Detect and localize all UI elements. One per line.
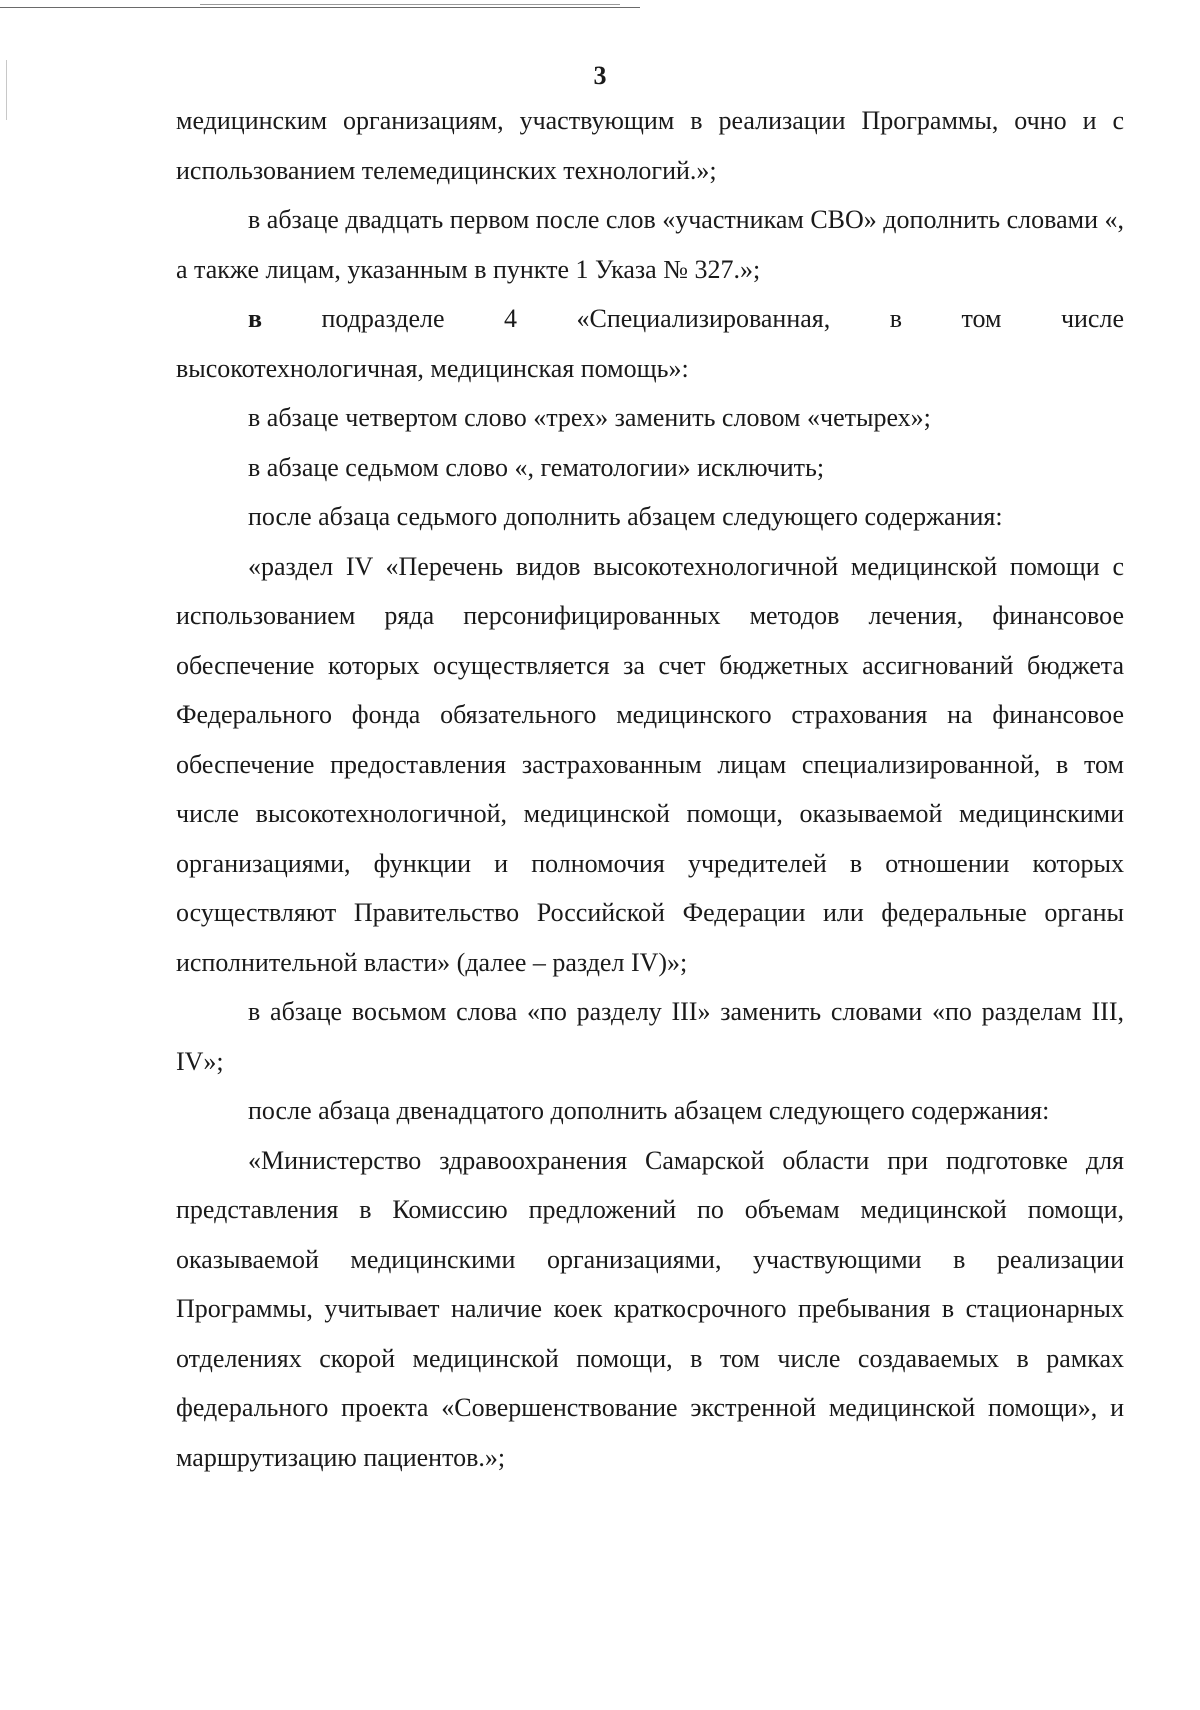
- document-body: [176, 96, 1124, 1482]
- paragraph-3-word: в: [248, 304, 263, 333]
- paragraph-2: в абзаце двадцать первом после слов «участникам СВО» дополнить словами «, а также лицам, указанным в пункте 1 Указа № 327.»;: [176, 205, 1124, 284]
- page-number: 3: [593, 61, 607, 90]
- paragraph-3-word: числе: [1060, 304, 1124, 333]
- paragraph-8: в абзаце восьмом слова «по разделу III» заменить словами «по разделам III, IV»;: [176, 997, 1124, 1076]
- paragraph-3-word: 4: [504, 304, 518, 333]
- paragraph-7: «раздел IV «Перечень видов высокотехнологичной медицинской помощи с использованием ряда персонифицированных методов лечения, финансовое обеспечение которых осуществляется за счет бюджетных ассигнований бюджета Федерального фонда обязательного медицинского страхования на финансовое обеспечение предоставления застрахованным лицам специализированной, в том числе высокотехнологичной, медицинской помощи, оказываемой медицинскими организациями, функции и полномочия учредителей в отношении которых осуществляют Правительство Российской Федерации или федеральные органы исполнительной власти» (далее – раздел IV)»;: [176, 551, 1124, 977]
- scan-edge-line: [0, 7, 640, 8]
- paragraph-3-word: том: [961, 304, 1002, 333]
- paragraph-3-word: «Специализированная,: [576, 304, 831, 333]
- paragraph-1: медицинским организациям, участвующим в реализации Программы, очно и с использованием телемедицинских технологий.»;: [176, 106, 1124, 185]
- paragraph-3-rest: высокотехнологичная, медицинская помощь»:: [176, 353, 689, 383]
- paragraph-3-first-line: [176, 294, 1124, 344]
- paragraph-5: в абзаце седьмом слово «, гематологии» исключить;: [248, 452, 825, 482]
- paragraph-10: «Министерство здравоохранения Самарской области при подготовке для представления в Комиссию предложений по объемам медицинской помощи, оказываемой медицинскими организациями, участвующими в реализации Программы, учитывает наличие коек краткосрочного пребывания в стационарных отделениях скорой медицинской помощи, в том числе создаваемых в рамках федерального проекта «Совершенствование экстренной медицинской помощи», и маршрутизацию пациентов.»;: [176, 1145, 1124, 1472]
- paragraph-6: после абзаца седьмого дополнить абзацем следующего содержания:: [248, 502, 1003, 531]
- paragraph-4: в абзаце четвертом слово «трех» заменить словом «четырех»;: [248, 403, 931, 432]
- paragraph-3-word: в: [889, 304, 903, 333]
- scan-edge-line-secondary: [200, 4, 620, 5]
- paragraph-9: после абзаца двенадцатого дополнить абзацем следующего содержания:: [248, 1096, 1050, 1125]
- paragraph-3-word: подразделе: [321, 304, 445, 333]
